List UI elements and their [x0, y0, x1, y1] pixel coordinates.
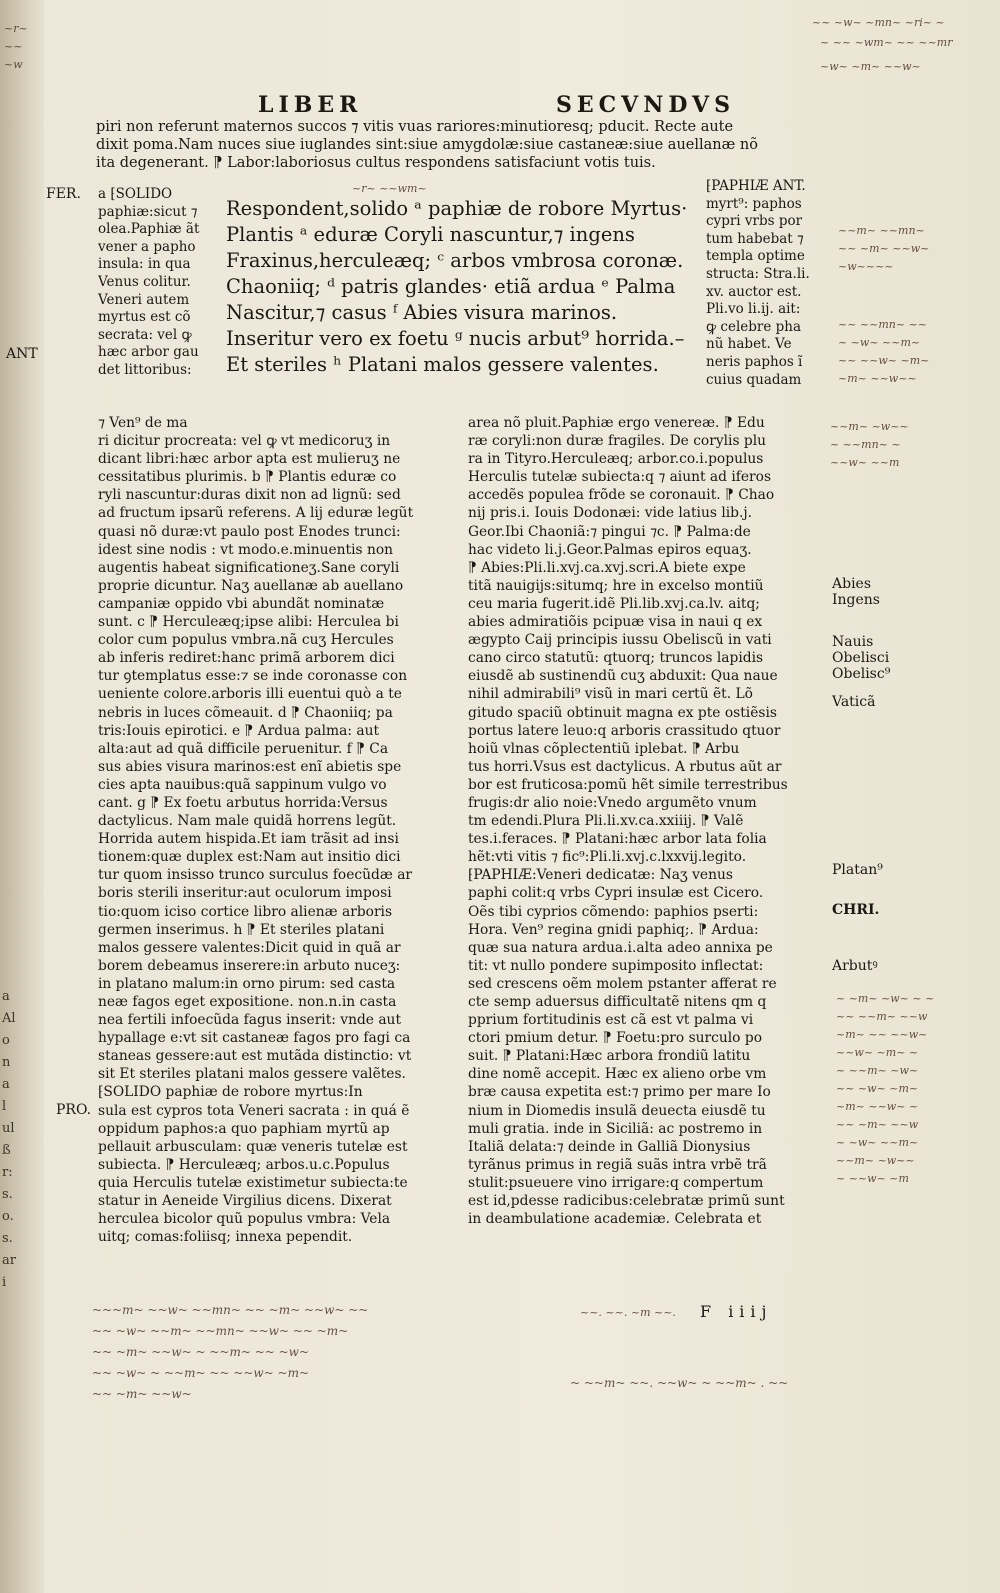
text-line: tionem:quæ duplex est:Nam aut insitio dici [98, 849, 401, 866]
text-line: proprie dicuntur. Naʒ auellanæ ab auellano [98, 577, 404, 594]
text-line: tio:quom iciso cortice libro alienæ arboris [98, 903, 393, 920]
text-line: tris:Iouis epirotici. e ⁋ Ardua palma: aut [98, 722, 380, 739]
text-line: color cum populus vmbra.nã cuʒ Hercules [98, 632, 394, 649]
text-line: tur quom insisso trunco surculus foecũdæ ar [98, 867, 413, 884]
handwritten-annotation: ~ ~m~ ~w~ ~ ~ ~~ ~~m~ ~~w ~m~ ~~ ~~w~ ~~w~ ~m~ ~ ~ ~~m~ ~w~ ~~ ~w~ ~m~ ~m~ ~~w~ ~ ~~ ~m~ ~~w ~ ~w~ ~~m~ ~~m~ ~w~~ ~ ~~w~ ~m [836, 992, 935, 1185]
verse-line: Inseritur vero ex foetu ᵍ nucis arbut⁹ horrida.– [226, 327, 685, 350]
running-head-left: LIBER [258, 92, 363, 118]
side-note: CHRI. [832, 902, 880, 918]
text-line: muli gratia. inde in Siciliã: ac postremo in [468, 1120, 763, 1137]
text-line: ri dicitur procreata: vel ꝙ vt medicoruʒ in [98, 433, 391, 450]
text-line: piri non referunt maternos succos ⁊ vitis vuas rariores:minutioresq; pducit. Recte aute [96, 119, 734, 135]
text-line: ra in Tityro.Herculeæq; arbor.co.i.populus [468, 451, 764, 468]
text-line: portus latere leuo:q arboris crassitudo qtuor [468, 722, 781, 739]
text-line: pprium fortitudinis est cã est vt palma vi [468, 1012, 754, 1029]
text-line: a ⁅SOLIDO [98, 186, 173, 202]
text-line: Italiã delata:⁊ deinde in Galliã Dionysius [468, 1138, 751, 1155]
text-line: borem debeamus inserere:in arbuto nuceʒ: [98, 957, 401, 974]
text-line: ⁅PAPHIÆ ANT. [706, 178, 806, 194]
text-line: paphiæ:sicut ⁊ [98, 203, 198, 220]
text-line: nihil admirabili⁹ visũ in mari certũ ẽt. Lõ [468, 686, 753, 703]
running-head-right: SECVNDVS [556, 92, 735, 118]
text-line: est id,pdesse radicibus:celebratæ primũ sunt [468, 1193, 785, 1210]
text-line: ctori pmium detur. ⁋ Foetu:pro surculo po [468, 1030, 762, 1047]
text-line: ⁋ Abies:Pli.li.xvj.ca.xvj.scri.A biete expe [468, 559, 746, 576]
signature-mark: F iiij [700, 1302, 773, 1321]
text-line: dixit poma.Nam nuces siue iuglandes sint:siue amygdolæ:siue castaneæ:siue auellanæ nõ [96, 137, 758, 153]
text-line: Pli.vo li.ij. ait: [706, 301, 801, 318]
text-line: vener a papho [98, 238, 196, 255]
text-line: quæ sua natura ardua.i.alta adeo annixa pe [468, 939, 773, 956]
text-line: alta:aut ad quã difficile peruenitur. f ⁋ Ca [98, 740, 389, 757]
text-line: ⁊ Ven⁹ de ma [98, 415, 188, 431]
side-note: Nauis [832, 634, 874, 650]
text-line: nũ habet. Ve [706, 336, 792, 353]
text-line: myrtus est cõ [98, 309, 191, 326]
text-line: structa: Stra.li. [706, 265, 810, 282]
text-line: tes.i.feraces. ⁋ Platani:hæc arbor lata folia [468, 831, 767, 848]
right-gloss [706, 178, 836, 389]
side-note: Platan⁹ [832, 862, 883, 878]
text-line: hac videto li.j.Geor.Palmas epiros equaʒ. [468, 541, 752, 558]
text-line: bor est fruticosa:pomũ hẽt simile terrestribus [468, 776, 788, 793]
text-line: uitq; comas:foliisq; innexa pependit. [98, 1229, 353, 1246]
text-line: eiusdẽ ab sustinendũ cuʒ abduxit: Qua naue [468, 668, 778, 685]
verse-line: Plantis ᵃ eduræ Coryli nascuntur,⁊ ingens [226, 223, 635, 246]
text-line: hoiũ vlnas cõplectentiũ iplebat. ⁋ Arbu [468, 740, 740, 757]
handwritten-annotation: ~r~ ~~ ~w [4, 22, 28, 71]
verse-block [226, 196, 687, 378]
text-line: augentis habeat significationeʒ.Sane coryli [98, 559, 400, 576]
text-line: nium in Diomedis insulã deuecta eiusdẽ tu [468, 1102, 766, 1119]
text-line: cano circo statutũ: qtuorq; truncos lapidis [468, 650, 764, 667]
top-commentary [96, 118, 758, 172]
text-line: neris paphos ĩ [706, 353, 803, 370]
text-line: cies apta nauibus:quã sappinum vulgo vo [98, 776, 387, 793]
text-line: Oẽs tibi cyprios cõmendo: paphios pserti: [468, 903, 759, 920]
side-note: Arbutꝰ [832, 958, 878, 974]
text-line: Herculis tutelæ subiecta:q ⁊ aiunt ad iferos [468, 469, 772, 486]
handwritten-annotation: ~w~ ~m~ ~~w~ [820, 60, 921, 73]
text-line: abies admiratiõis pcipuæ visa in naui q ex [468, 614, 763, 631]
text-line: cuius quadam [706, 371, 802, 388]
text-line: suit. ⁋ Platani:Hæc arbora frondiũ latitu [468, 1048, 751, 1065]
text-line: cte semp aduersus difficultatẽ nitens qm q [468, 994, 767, 1010]
text-line: ⁅PAPHIÆ:Veneri dedicatæ: Naʒ venus [468, 867, 733, 884]
text-line: ræ coryli:non duræ fragiles. De corylis plu [468, 433, 767, 450]
text-line: frugis:dr alio noie:Vnedo argumẽto vnum [468, 794, 757, 811]
text-line: ab inferis rediret:hanc primã arborem dici [98, 650, 395, 667]
margin-label: PRO. [56, 1102, 92, 1118]
text-line: hæc arbor gau [98, 344, 199, 361]
text-line: det littoribus: [98, 361, 192, 378]
text-line: in platano malum:in orno pirum: sed casta [98, 975, 396, 992]
text-line: quasi nõ duræ:vt paulo post Enodes trunci: [98, 523, 401, 540]
text-line: tm edendi.Plura Pli.li.xv.ca.xxiiij. ⁋ Valẽ [468, 813, 744, 830]
text-line: ægypto Caij principis iussu Obeliscũ in vati [468, 632, 772, 649]
text-line: idest sine nodis : vt modo.e.minuentis non [98, 541, 394, 558]
text-line: dactylicus. Nam male quidã horrens legũt. [98, 813, 397, 830]
handwritten-annotation: ~~. ~~. ~m ~~. [580, 1306, 676, 1319]
side-note: Vaticã [832, 694, 876, 710]
text-line: Hora. Ven⁹ regina gnidi paphiq;. ⁋ Ardua: [468, 921, 759, 938]
text-line: ꝙ celebre pha [706, 318, 802, 335]
handwritten-annotation: ~~m~ ~w~~ ~ ~~mn~ ~ ~~w~ ~~m [830, 420, 909, 469]
text-line: tur ꝯtemplatus esse:⁊ se inde coronasse con [98, 668, 408, 685]
left-gloss [98, 186, 226, 380]
text-line: gitudo spaciũ obtinuit magna ex pte ostiẽsis [468, 704, 777, 721]
text-line: Venus colitur. [98, 273, 191, 290]
text-line: myrt⁹: paphos [706, 195, 802, 212]
text-line: sula est cypros tota Veneri sacrata : in quá ẽ [98, 1102, 410, 1119]
text-line: sunt. c ⁋ Herculeæq;ipse alibi: Herculea bi [98, 614, 399, 631]
text-line: cant. g ⁋ Ex foetu arbutus horrida:Versus [98, 794, 388, 811]
text-line: dine nomẽ accepit. Hæc ex alieno orbe vm [468, 1066, 767, 1083]
text-line: stulit:psueuere vino irrigare:q compertum [468, 1174, 764, 1191]
handwritten-annotation: ~~m~ ~~mn~ ~~ ~m~ ~~w~ ~w~~~~ [838, 224, 930, 273]
text-line: ceu maria fugerit.idẽ Pli.lib.xvj.ca.lv. aitq; [468, 595, 760, 612]
facing-page-gutter [0, 0, 44, 1593]
text-line: ad fructum ipsarũ referens. A lij eduræ legũt [98, 505, 414, 522]
text-line: ueniente colore.arboris illi euentui quò a te [98, 686, 402, 703]
text-line: ⁅SOLIDO paphiæ de robore myrtus:In [98, 1084, 363, 1101]
text-line: sus abies visura marinos:est enĩ abietis spe [98, 758, 402, 775]
text-line: quia Herculis tutelæ existimetur subiecta:te [98, 1174, 408, 1191]
text-line: cypri vrbs por [706, 213, 803, 230]
text-line: germen inserimus. h ⁋ Et steriles platani [98, 921, 385, 938]
text-line: sed crescens oẽm molem pstanter afferat re [468, 975, 777, 992]
text-line: tum habebat ⁊ [706, 230, 804, 247]
text-line: Horrida autem hispida.Et iam trãsit ad insi [98, 831, 399, 848]
handwritten-annotation: ~~~m~ ~~w~ ~~mn~ ~~ ~m~ ~~w~ ~~ ~~ ~w~ ~~m~ ~~mn~ ~~w~ ~~ ~m~ ~~ ~m~ ~~w~ ~ ~~m~ ~~ ~w~ ~~ ~w~ ~ ~~m~ ~~ ~~w~ ~m~ ~~ ~m~ ~~w~ [92, 1303, 369, 1401]
text-line: pellauit arbusculam: quæ veneris tutelæ est [98, 1138, 408, 1155]
text-line: nij pris.i. Iouis Dodonæi: vide latius lib.j. [468, 505, 753, 522]
margin-label: FER. [46, 186, 81, 202]
side-note: Obelisc⁹ [832, 666, 891, 682]
text-line: Veneri autem [98, 291, 190, 308]
text-line: Geor.Ibi Chaoniã:⁊ pingui ⁊c. ⁋ Palma:de [468, 523, 751, 540]
verse-line: Chaoniiq; ᵈ patris glandes· etiã ardua ᵉ Palma [226, 275, 676, 298]
text-line: malos gessere valentes:Dicit quid in quã ar [98, 939, 401, 956]
text-line: boris sterili inseritur:aut oculorum imposi [98, 885, 392, 902]
text-line: insula: in qua [98, 256, 191, 273]
text-line: sit Et steriles platani malos gessere valẽtes. [98, 1066, 406, 1083]
commentary-column-right [468, 414, 828, 1228]
verse-line: Et steriles ʰ Platani malos gessere valentes. [226, 353, 659, 376]
handwritten-annotation: ~~ ~~mn~ ~~ ~ ~w~ ~~m~ ~~ ~~w~ ~m~ ~m~ ~~w~~ [838, 318, 930, 385]
text-line: area nõ pluit.Paphiæ ergo venereæ. ⁋ Edu [468, 415, 765, 431]
verse-line: Fraxinus,herculeæq; ᶜ arbos vmbrosa coronæ. [226, 249, 684, 272]
text-line: bræ causa expetita est:⁊ primo per mare Io [468, 1084, 771, 1101]
side-note: Abies [832, 576, 872, 592]
text-line: hypallage e:vt sit castaneæ fagos pro fagi ca [98, 1030, 411, 1047]
text-line: cessitatibus plurimis. b ⁋ Plantis eduræ co [98, 469, 397, 486]
text-line: tit: vt nullo pondere supimposito inflectat: [468, 957, 764, 974]
text-line: paphi colit:q vrbs Cypri insulæ est Cicero. [468, 885, 764, 902]
text-line: tyrãnus primus in regiã suãs intra vrbẽ trã [468, 1156, 767, 1173]
text-line: nebris in luces cõmeauit. d ⁋ Chaoniiq; pa [98, 704, 393, 721]
handwritten-annotation: ~ ~~m~ ~~. ~~w~ ~ ~~m~ . ~~ [570, 1376, 789, 1390]
verse-line: Respondent,solido ᵃ paphiæ de robore Myrtus· [226, 197, 688, 220]
text-line: statur in Aeneide Virgilius dicens. Dixerat [98, 1193, 392, 1210]
text-line: xv. auctor est. [706, 283, 802, 300]
handwritten-annotation: ~ ~~ ~wm~ ~~ ~~mr [820, 36, 953, 49]
handwritten-annotation: ~~ ~w~ ~mn~ ~ri~ ~ [812, 16, 945, 29]
text-line: accedẽs populea frõde se coronauit. ⁋ Chao [468, 487, 775, 504]
side-note: Obelisci [832, 650, 890, 666]
verse-line: Nascitur,⁊ casus ᶠ Abies visura marinos. [226, 301, 618, 324]
text-line: secrata: vel ꝙ [98, 326, 192, 343]
margin-label: ANT [6, 346, 38, 362]
text-line: ita degenerant. ⁋ Labor:laboriosus cultus respondens satisfaciunt votis tuis. [96, 155, 656, 171]
facing-page-fragment: a Al o n a l ul ß r: s. o. s. ar i [2, 989, 16, 1290]
text-line: templa optime [706, 248, 805, 265]
text-line: herculea bicolor quũ populus vmbra: Vela [98, 1211, 391, 1228]
text-line: dicant libri:hæc arbor apta est mulieruʒ ne [98, 451, 401, 468]
text-line: olea.Paphiæ ãt [98, 221, 200, 238]
text-line: tus horri.Vsus est dactylicus. A rbutus aũt ar [468, 758, 782, 775]
text-line: staneas gessere:aut est mutãda distinctio: vt [98, 1048, 412, 1065]
text-line: oppidum paphos:a quo paphiam myrtũ ap [98, 1120, 390, 1137]
text-line: subiecta. ⁋ Herculeæq; arbos.u.c.Populus [98, 1156, 390, 1173]
text-line: campaniæ oppido vbi abundãt nominatæ [98, 595, 385, 612]
text-line: nea fertili infoecũda fagus inserit: vnde aut [98, 1012, 401, 1029]
text-line: in deambulatione academiæ. Celebrata et [468, 1211, 762, 1228]
text-line: ryli nascuntur:duras dixit non ad lignũ: sed [98, 487, 401, 504]
text-line: titã nauigijs:situmq; hre in excelso montiũ [468, 577, 764, 594]
text-line: neæ fagos eget expositione. non.n.in casta [98, 994, 397, 1010]
text-line: hẽt:vti vitis ⁊ fic⁹:Pli.li.xvj.c.lxxvij.legito. [468, 849, 747, 866]
handwritten-annotation: ~r~ ~~wm~ [352, 182, 427, 195]
commentary-column-left [98, 414, 458, 1246]
side-note: Ingens [832, 592, 880, 608]
